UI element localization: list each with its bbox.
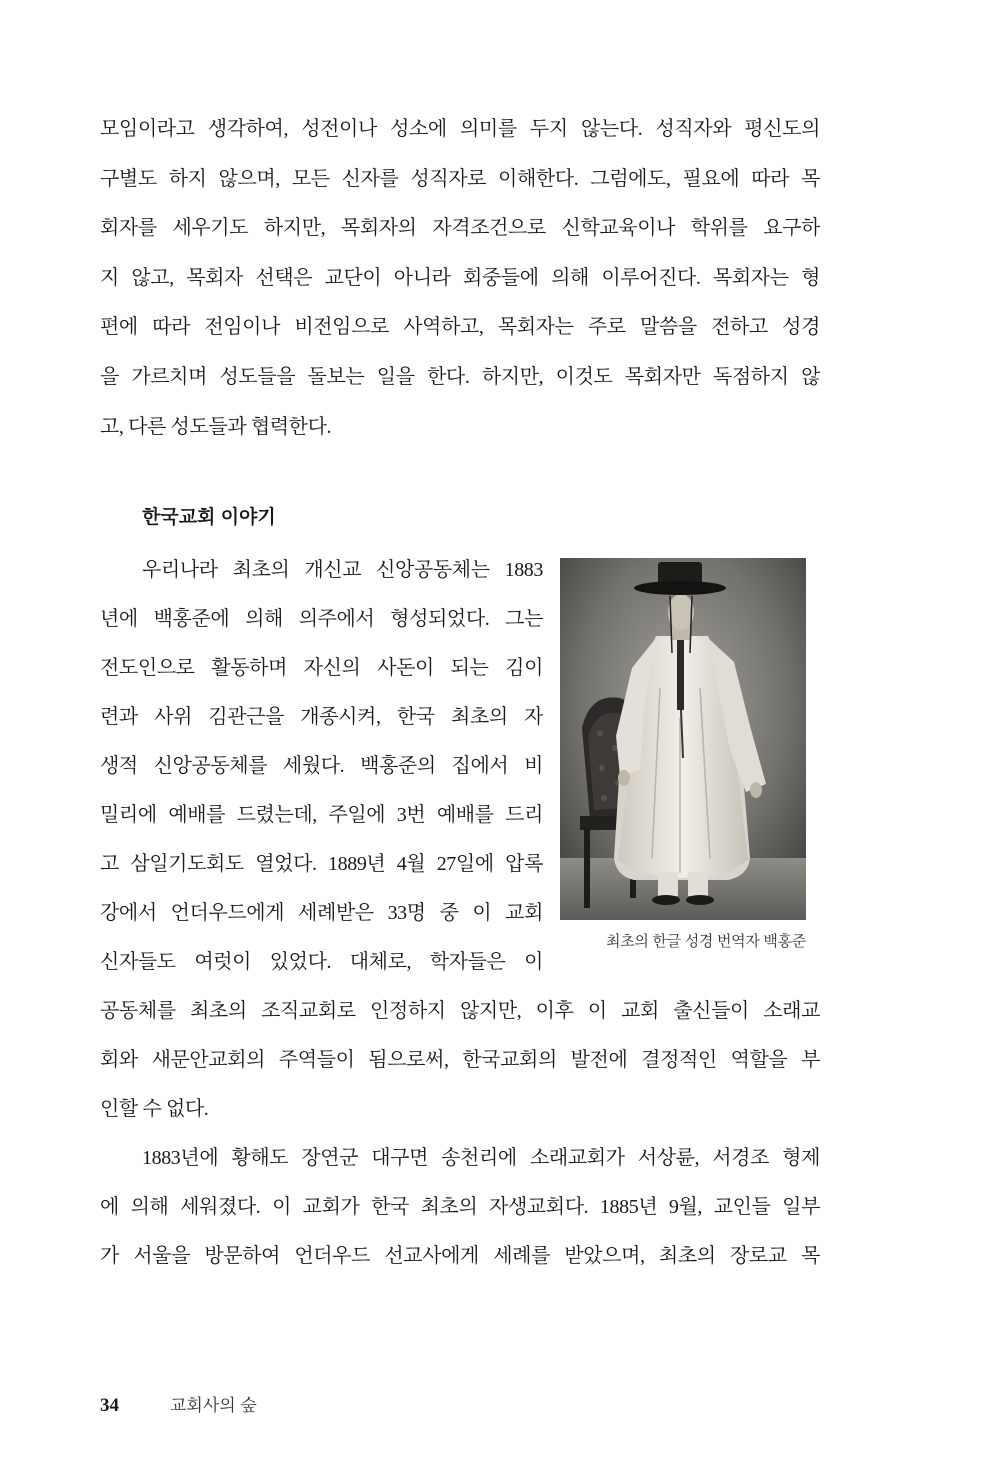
section-heading: 한국교회 이야기 <box>142 507 276 528</box>
photo-caption: 최초의 한글 성경 번역자 백홍준 <box>606 933 806 950</box>
text-line: 회와 새문안교회의 주역들이 됨으로써, 한국교회의 발전에 결정적인 역할을 부 <box>100 1048 820 1071</box>
portrait-photo <box>560 558 806 920</box>
text-line: 공동체를 최초의 조직교회로 인정하지 않지만, 이후 이 교회 출신들이 소래교 <box>100 999 820 1022</box>
text-line: 지 않고, 목회자 선택은 교단이 아니라 회중들에 의해 이루어진다. 목회자는 형 <box>100 266 820 289</box>
text-line: 가 서울을 방문하여 언더우드 선교사에게 세례를 받았으며, 최초의 장로교 목 <box>100 1244 820 1267</box>
portrait-image <box>560 558 806 920</box>
text-line: 고 삼일기도회도 열었다. 1889년 4월 27일에 압록 <box>100 852 543 875</box>
text-line: 고, 다른 성도들과 협력한다. <box>100 415 332 438</box>
text-line: 전도인으로 활동하며 자신의 사돈이 되는 김이 <box>100 656 543 679</box>
text-line: 우리나라 최초의 개신교 신앙공동체는 1883 <box>142 558 543 581</box>
book-title: 교회사의 숲 <box>170 1396 257 1415</box>
page-number: 34 <box>100 1395 119 1416</box>
text-line: 밀리에 예배를 드렸는데, 주일에 3번 예배를 드리 <box>100 803 543 826</box>
text-line: 에 의해 세워졌다. 이 교회가 한국 최초의 자생교회다. 1885년 9월, 교인들 일부 <box>100 1195 820 1218</box>
text-line: 년에 백홍준에 의해 의주에서 형성되었다. 그는 <box>100 607 543 630</box>
text-line: 강에서 언더우드에게 세례받은 33명 중 이 교회 <box>100 901 543 924</box>
text-line: 신자들도 여럿이 있었다. 대체로, 학자들은 이 <box>100 950 543 973</box>
text-line: 인할 수 없다. <box>100 1097 209 1120</box>
text-line: 회자를 세우기도 하지만, 목회자의 자격조건으로 신학교육이나 학위를 요구하 <box>100 217 820 240</box>
text-line: 련과 사위 김관근을 개종시켜, 한국 최초의 자 <box>100 705 543 728</box>
paragraph <box>100 105 820 452</box>
text-line: 을 가르치며 성도들을 돌보는 일을 한다. 하지만, 이것도 목회자만 독점하지 않 <box>100 365 820 388</box>
text-line: 생적 신앙공동체를 세웠다. 백홍준의 집에서 비 <box>100 754 543 777</box>
text-line: 1883년에 황해도 장연군 대구면 송천리에 소래교회가 서상륜, 서경조 형제 <box>142 1146 820 1169</box>
text-line: 편에 따라 전임이나 비전임으로 사역하고, 목회자는 주로 말씀을 전하고 성경 <box>100 316 820 339</box>
text-line: 구별도 하지 않으며, 모든 신자를 성직자로 이해한다. 그럼에도, 필요에 따라 목 <box>100 167 820 190</box>
text-line: 모임이라고 생각하여, 성전이나 성소에 의미를 두지 않는다. 성직자와 평신도의 <box>100 118 820 140</box>
